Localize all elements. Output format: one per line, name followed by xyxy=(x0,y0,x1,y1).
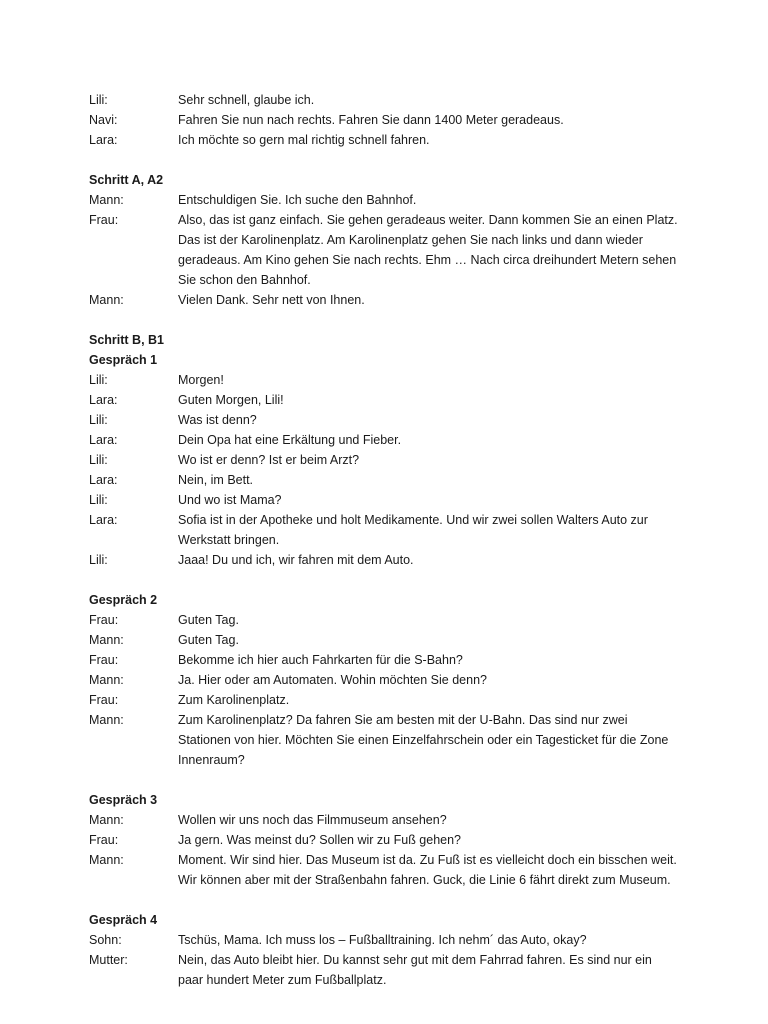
section-gespraech-2 xyxy=(89,590,678,770)
speaker-label: Lara: xyxy=(89,513,118,527)
dialogue-line xyxy=(89,450,678,470)
speaker-label: Sohn: xyxy=(89,933,122,947)
dialogue-text: Entschuldigen Sie. Ich suche den Bahnhof. xyxy=(178,193,417,207)
dialogue-text: Guten Tag. xyxy=(178,613,239,627)
dialogue-line xyxy=(89,410,678,430)
dialogue-text: Wollen wir uns noch das Filmmuseum ansehen? xyxy=(178,813,447,827)
section-heading: Schritt A, A2 xyxy=(89,173,164,187)
dialogue-line xyxy=(89,130,678,150)
dialogue-line xyxy=(89,830,678,850)
section-heading: Schritt B, B1 xyxy=(89,333,165,347)
dialogue-line xyxy=(89,650,678,670)
dialogue-line xyxy=(89,670,678,690)
dialogue-line xyxy=(89,630,678,650)
speaker-label: Mann: xyxy=(89,813,124,827)
dialogue-line xyxy=(89,490,678,510)
section-gespraech-3 xyxy=(89,790,678,890)
dialogue-text: Also, das ist ganz einfach. Sie gehen geradeaus weiter. Dann kommen Sie an einen Platz. Das ist der Karolinenplatz. Am Karolinenplatz gehen Sie nach links und dann wieder geradeaus. Am Kino gehen Sie nach rechts. Ehm … Nach circa dreihundert Metern sehen Sie schon den Bahnhof. xyxy=(178,213,678,287)
dialogue-text: Guten Tag. xyxy=(178,633,239,647)
dialogue-text: Zum Karolinenplatz. xyxy=(178,693,290,707)
dialogue-text: Was ist denn? xyxy=(178,413,257,427)
section-gespraech-1 xyxy=(89,330,678,570)
speaker-label: Lara: xyxy=(89,133,118,147)
dialogue-line xyxy=(89,90,678,110)
speaker-label: Mann: xyxy=(89,673,124,687)
speaker-label: Lili: xyxy=(89,453,108,467)
dialogue-line xyxy=(89,370,678,390)
speaker-label: Mann: xyxy=(89,633,124,647)
dialogue-text: Bekomme ich hier auch Fahrkarten für die S-Bahn? xyxy=(178,653,463,667)
dialogue-text: Fahren Sie nun nach rechts. Fahren Sie dann 1400 Meter geradeaus. xyxy=(178,113,564,127)
dialogue-text: Morgen! xyxy=(178,373,224,387)
dialogue-text: Nein, das Auto bleibt hier. Du kannst sehr gut mit dem Fahrrad fahren. Es sind nur ein paar hundert Meter zum Fußballplatz. xyxy=(178,953,652,987)
dialogue-text: Sehr schnell, glaube ich. xyxy=(178,93,315,107)
speaker-label: Lara: xyxy=(89,473,118,487)
speaker-label: Navi: xyxy=(89,113,118,127)
section-heading: Gespräch 4 xyxy=(89,913,158,927)
speaker-label: Mann: xyxy=(89,853,124,867)
dialogue-text: Moment. Wir sind hier. Das Museum ist da. Zu Fuß ist es vielleicht doch ein bisschen weit. Wir können aber mit der Straßenbahn fahren. Guck, die Linie 6 fährt direkt zum Museum. xyxy=(178,853,677,887)
speaker-label: Mann: xyxy=(89,193,124,207)
dialogue-line xyxy=(89,930,678,950)
speaker-label: Mann: xyxy=(89,713,124,727)
dialogue-text: Und wo ist Mama? xyxy=(178,493,282,507)
section-gespraech-4 xyxy=(89,910,678,990)
section-heading: Gespräch 3 xyxy=(89,793,158,807)
dialogue-line xyxy=(89,430,678,450)
dialogue-line xyxy=(89,290,678,310)
dialogue-line xyxy=(89,390,678,410)
dialogue-line xyxy=(89,690,678,710)
dialogue-text: Nein, im Bett. xyxy=(178,473,254,487)
speaker-label: Frau: xyxy=(89,213,119,227)
dialogue-text: Tschüs, Mama. Ich muss los – Fußballtraining. Ich nehm´ das Auto, okay? xyxy=(178,933,587,947)
speaker-label: Lili: xyxy=(89,373,108,387)
speaker-label: Lili: xyxy=(89,553,108,567)
dialogue-text: Ja. Hier oder am Automaten. Wohin möchten Sie denn? xyxy=(178,673,487,687)
dialogue-line xyxy=(89,810,678,830)
dialogue-line xyxy=(89,510,678,550)
speaker-label: Frau: xyxy=(89,613,119,627)
dialogue-text: Ich möchte so gern mal richtig schnell fahren. xyxy=(178,133,430,147)
subsection-heading: Gespräch 1 xyxy=(89,353,158,367)
dialogue-line xyxy=(89,550,678,570)
dialogue-line xyxy=(89,710,678,770)
dialogue-text: Sofia ist in der Apotheke und holt Medikamente. Und wir zwei sollen Walters Auto zur Werkstatt bringen. xyxy=(178,513,648,547)
dialogue-text: Vielen Dank. Sehr nett von Ihnen. xyxy=(178,293,365,307)
speaker-label: Frau: xyxy=(89,653,119,667)
dialogue-text: Dein Opa hat eine Erkältung und Fieber. xyxy=(178,433,402,447)
dialogue-text: Guten Morgen, Lili! xyxy=(178,393,284,407)
section-intro xyxy=(89,90,678,150)
speaker-label: Lili: xyxy=(89,93,108,107)
dialogue-text: Ja gern. Was meinst du? Sollen wir zu Fuß gehen? xyxy=(178,833,462,847)
speaker-label: Lara: xyxy=(89,433,118,447)
dialogue-line xyxy=(89,950,678,990)
dialogue-line xyxy=(89,850,678,890)
section-schritt-a xyxy=(89,170,678,310)
dialogue-text: Wo ist er denn? Ist er beim Arzt? xyxy=(178,453,360,467)
dialogue-text: Jaaa! Du und ich, wir fahren mit dem Auto. xyxy=(178,553,414,567)
section-heading: Gespräch 2 xyxy=(89,593,158,607)
dialogue-line xyxy=(89,190,678,210)
dialogue-line xyxy=(89,210,678,290)
dialogue-line xyxy=(89,610,678,630)
dialogue-line xyxy=(89,110,678,130)
dialogue-line xyxy=(89,470,678,490)
speaker-label: Lara: xyxy=(89,393,118,407)
speaker-label: Frau: xyxy=(89,693,119,707)
speaker-label: Frau: xyxy=(89,833,119,847)
speaker-label: Lili: xyxy=(89,493,108,507)
speaker-label: Mann: xyxy=(89,293,124,307)
speaker-label: Lili: xyxy=(89,413,108,427)
speaker-label: Mutter: xyxy=(89,953,128,967)
dialogue-text: Zum Karolinenplatz? Da fahren Sie am besten mit der U-Bahn. Das sind nur zwei Stationen von hier. Möchten Sie einen Einzelfahrschein oder ein Tagesticket für die Zone Innenraum? xyxy=(178,713,669,767)
